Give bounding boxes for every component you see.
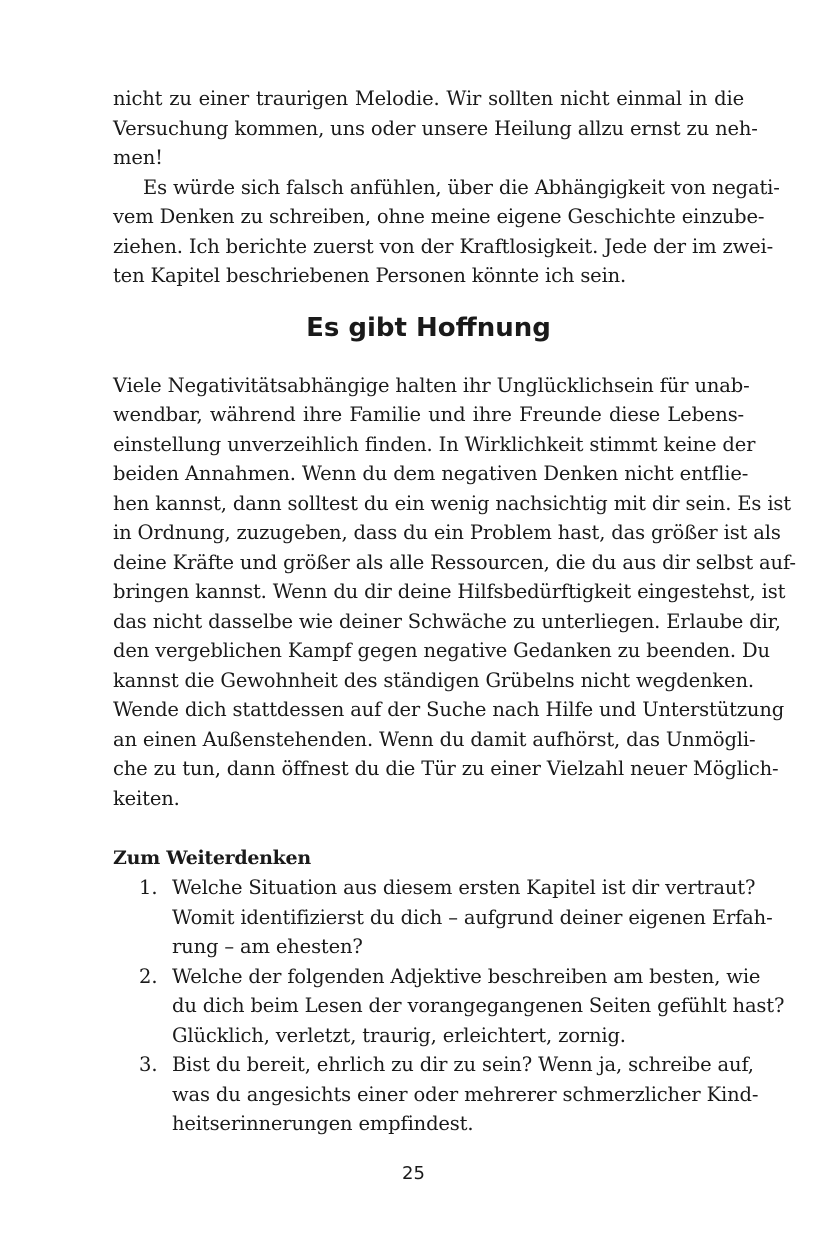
text-line: rung – am ehesten?: [172, 935, 363, 958]
item-number: 2.: [139, 964, 158, 988]
reflection-list: [113, 873, 785, 1139]
text-line: Glücklich, verletzt, traurig, erleichtert, zornig.: [172, 1023, 626, 1047]
paragraph-intro-2: [113, 173, 780, 291]
text-line: Bist du bereit, ehrlich zu dir zu sein? Wenn ja, schreibe auf,: [172, 1053, 754, 1076]
text-line: heitserinnerungen empfindest.: [172, 1112, 474, 1135]
text-line: einstellung unverzeihlich finden. In Wirklichkeit stimmt keine der: [113, 432, 756, 456]
text-line: Viele Negativitätsabhängige halten ihr Unglücklichsein für unab-: [113, 373, 750, 397]
page-body: [113, 84, 796, 1139]
text-line: bringen kannst. Wenn du dir deine Hilfsbedürftigkeit eingestehst, ist: [113, 580, 786, 603]
text-line: beiden Annahmen. Wenn du dem negativen Denken nicht entflie-: [113, 462, 749, 485]
text-line: kannst die Gewohnheit des ständigen Grübelns nicht wegdenken.: [113, 668, 754, 692]
text-line: vem Denken zu schreiben, ohne meine eigene Geschichte einzube-: [113, 205, 765, 228]
text-line: deine Kräfte und größer als alle Ressourcen, die du aus dir selbst auf-: [113, 550, 796, 574]
text-line: Wende dich stattdessen auf der Suche nach Hilfe und Unterstützung: [113, 698, 785, 721]
text-line: keiten.: [113, 786, 180, 810]
text-line: das nicht dasselbe wie deiner Schwäche zu unterliegen. Erlaube dir,: [113, 609, 781, 633]
text-line: Es würde sich falsch anfühlen, über die Abhängigkeit von negati-: [143, 175, 780, 199]
paragraph-intro-1: [113, 84, 758, 173]
text-line: in Ordnung, zuzugeben, dass du ein Problem hast, das größer ist als: [113, 521, 781, 544]
text-line: du dich beim Lesen der vorangegangenen Seiten gefühlt hast?: [172, 994, 785, 1017]
spacer: [113, 813, 744, 843]
text-line: Versuchung kommen, uns oder unsere Heilung allzu ernst zu neh-: [113, 116, 758, 140]
section-heading: Es gibt Hoffnung: [306, 312, 551, 343]
text-line: ziehen. Ich berichte zuerst von der Kraftlosigkeit. Jede der im zwei-: [113, 234, 774, 258]
list-item: [113, 962, 785, 1051]
text-line: Womit identifizierst du dich – aufgrund deiner eigenen Erfah-: [172, 905, 773, 929]
item-number: 1.: [139, 876, 158, 899]
text-line: che zu tun, dann öffnest du die Tür zu einer Vielzahl neuer Möglich-: [113, 757, 779, 780]
text-line: hen kannst, dann solltest du ein wenig nachsichtig mit dir sein. Es ist: [113, 491, 791, 515]
text-line: Welche Situation aus diesem ersten Kapitel ist dir vertraut?: [172, 876, 756, 899]
list-item: [113, 1050, 759, 1139]
text-line: Welche der folgenden Adjektive beschreiben am besten, wie: [172, 964, 761, 988]
text-line: men!: [113, 146, 163, 169]
reflection-title: Zum Weiterdenken: [113, 847, 311, 869]
text-line: was du angesichts einer oder mehrerer schmerzlicher Kind-: [172, 1082, 759, 1106]
page-number: 25: [402, 1163, 425, 1184]
text-line: wendbar, während ihre Familie und ihre Freunde diese Lebens-: [113, 403, 744, 426]
text-line: ten Kapitel beschriebenen Personen könnte ich sein.: [113, 264, 627, 287]
paragraph-hope: [113, 371, 796, 814]
text-line: den vergeblichen Kampf gegen negative Gedanken zu beenden. Du: [113, 639, 770, 662]
item-number: 3.: [139, 1053, 158, 1076]
text-line: nicht zu einer traurigen Melodie. Wir sollten nicht einmal in die: [113, 87, 744, 110]
text-line: an einen Außenstehenden. Wenn du damit aufhörst, das Unmögli-: [113, 727, 756, 751]
list-item: [113, 873, 773, 962]
